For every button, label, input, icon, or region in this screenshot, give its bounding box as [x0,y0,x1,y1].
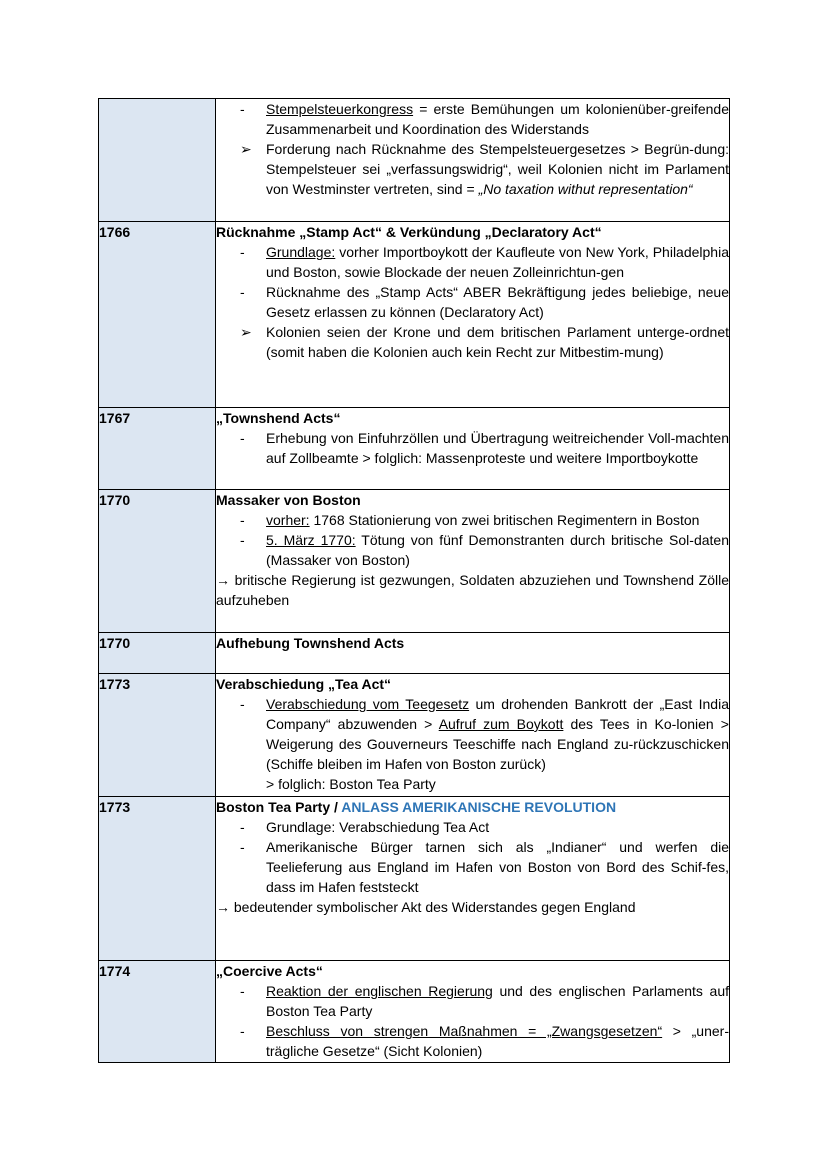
list-item: ➢ Kolonien seien der Krone und dem britischen Parlament unterge-ordnet (somit haben die Kolonien auch kein Recht zur Mitbestim-mung) [240,324,729,360]
entry-title: Verabschiedung „Tea Act“ [216,676,392,692]
dash-mark: - [240,512,245,528]
list-item: - Grundlage: vorher Importboykott der Kaufleute von New York, Philadelphia und Boston, sowie Blockade der neuen Zolleinrichtun-gen [240,244,729,280]
list-item: - Grundlage: Verabschiedung Tea Act [240,819,490,835]
arrow-bullet-icon: ➢ [240,141,252,157]
accent-title: ANLASS AMERIKANISCHE REVOLUTION [341,799,617,815]
dash-mark: - [240,284,245,300]
timeline-table [98,98,730,1063]
entry-title: Boston Tea Party / ANLASS AMERIKANISCHE REVOLUTION [216,799,617,815]
content-cell [216,490,730,633]
list-item: - Beschluss von strengen Maßnahmen = „Zwangsgesetzen“ > „uner-trägliche Gesetze“ (Sicht Kolonien) [240,1023,729,1059]
year-cell: 1766 [99,222,216,408]
dash-mark: - [240,244,245,260]
list-item: - Verabschiedung vom Teegesetz um drohenden Bankrott der „East India Company“ abzuwenden > Aufruf zum Boykott des Tees in Ko-lonien > Weigerung des Gouverneurs Teeschiffe nach England zu-rückzuschicken (Schiffe bleiben im Hafen von Boston zurück) [240,696,729,772]
table-row [99,633,730,674]
table-row [99,961,730,1063]
table-row [99,408,730,490]
table-row [99,222,730,408]
list-item: - vorher: 1768 Stationierung von zwei britischen Regimentern in Boston [240,512,700,528]
year-cell: 1774 [99,961,216,1063]
right-arrow-icon: → [216,899,230,915]
year-cell: 1770 [99,490,216,633]
year-cell [99,99,216,222]
content-cell [216,961,730,1063]
dash-mark: - [240,696,245,712]
content-cell [216,408,730,490]
dash-mark: - [240,532,245,548]
arrow-bullet-icon: ➢ [240,324,252,340]
content-cell [216,797,730,961]
result-line: > folglich: Boston Tea Party [266,776,436,792]
entry-title: „Townshend Acts“ [216,410,341,426]
conclusion-line: → britische Regierung ist gezwungen, Soldaten abzuziehen und Townshend Zölle aufzuheben [216,572,729,608]
table-row [99,797,730,961]
dash-mark: - [240,983,245,999]
year-cell: 1767 [99,408,216,490]
list-item: ➢ Forderung nach Rücknahme des Stempelsteuergesetzes > Begrün-dung: Stempelsteuer sei „verfassungswidrig“, weil Kolonien nicht im Parlament von Westminster vertreten, sind = „No taxation withut representation“ [240,141,729,197]
dash-mark: - [240,1023,245,1039]
table-row [99,490,730,633]
entry-title: Massaker von Boston [216,492,361,508]
dash-mark: - [240,819,245,835]
content-cell [216,222,730,408]
table-row [99,674,730,797]
year-cell: 1773 [99,674,216,797]
dash-mark: - [240,101,245,117]
list-item: - Stempelsteuerkongress = erste Bemühungen um kolonienüber-greifende Zusammenarbeit und Koordination des Widerstands [240,101,729,137]
dash-mark: - [240,430,245,446]
list-item: - 5. März 1770: Tötung von fünf Demonstranten durch britische Sol-daten (Massaker von Boston) [240,532,729,568]
entry-title: Aufhebung Townshend Acts [216,635,405,651]
content-cell [216,674,730,797]
conclusion-line: → bedeutender symbolischer Akt des Widerstandes gegen England [216,899,636,915]
content-cell [216,99,730,222]
list-item: - Erhebung von Einfuhrzöllen und Übertragung weitreichender Voll-machten auf Zollbeamte > folglich: Massenproteste und weitere Importboykotte [240,430,729,466]
list-item: - Amerikanische Bürger tarnen sich als „Indianer“ und werfen die Teelieferung aus England im Hafen von Boston von Bord des Schif-fes, dass im Hafen feststeckt [240,839,729,895]
entry-title: Rücknahme „Stamp Act“ & Verkündung „Declaratory Act“ [216,224,602,240]
year-cell: 1773 [99,797,216,961]
dash-mark: - [240,839,245,855]
list-item: - Reaktion der englischen Regierung und des englischen Parlaments auf Boston Tea Party [240,983,729,1019]
content-cell [216,633,730,674]
table-row [99,99,730,222]
year-cell: 1770 [99,633,216,674]
entry-title: „Coercive Acts“ [216,963,323,979]
list-item: - Rücknahme des „Stamp Acts“ ABER Bekräftigung jedes beliebige, neue Gesetz erlassen zu können (Declaratory Act) [240,284,729,320]
right-arrow-icon: → [216,572,230,588]
